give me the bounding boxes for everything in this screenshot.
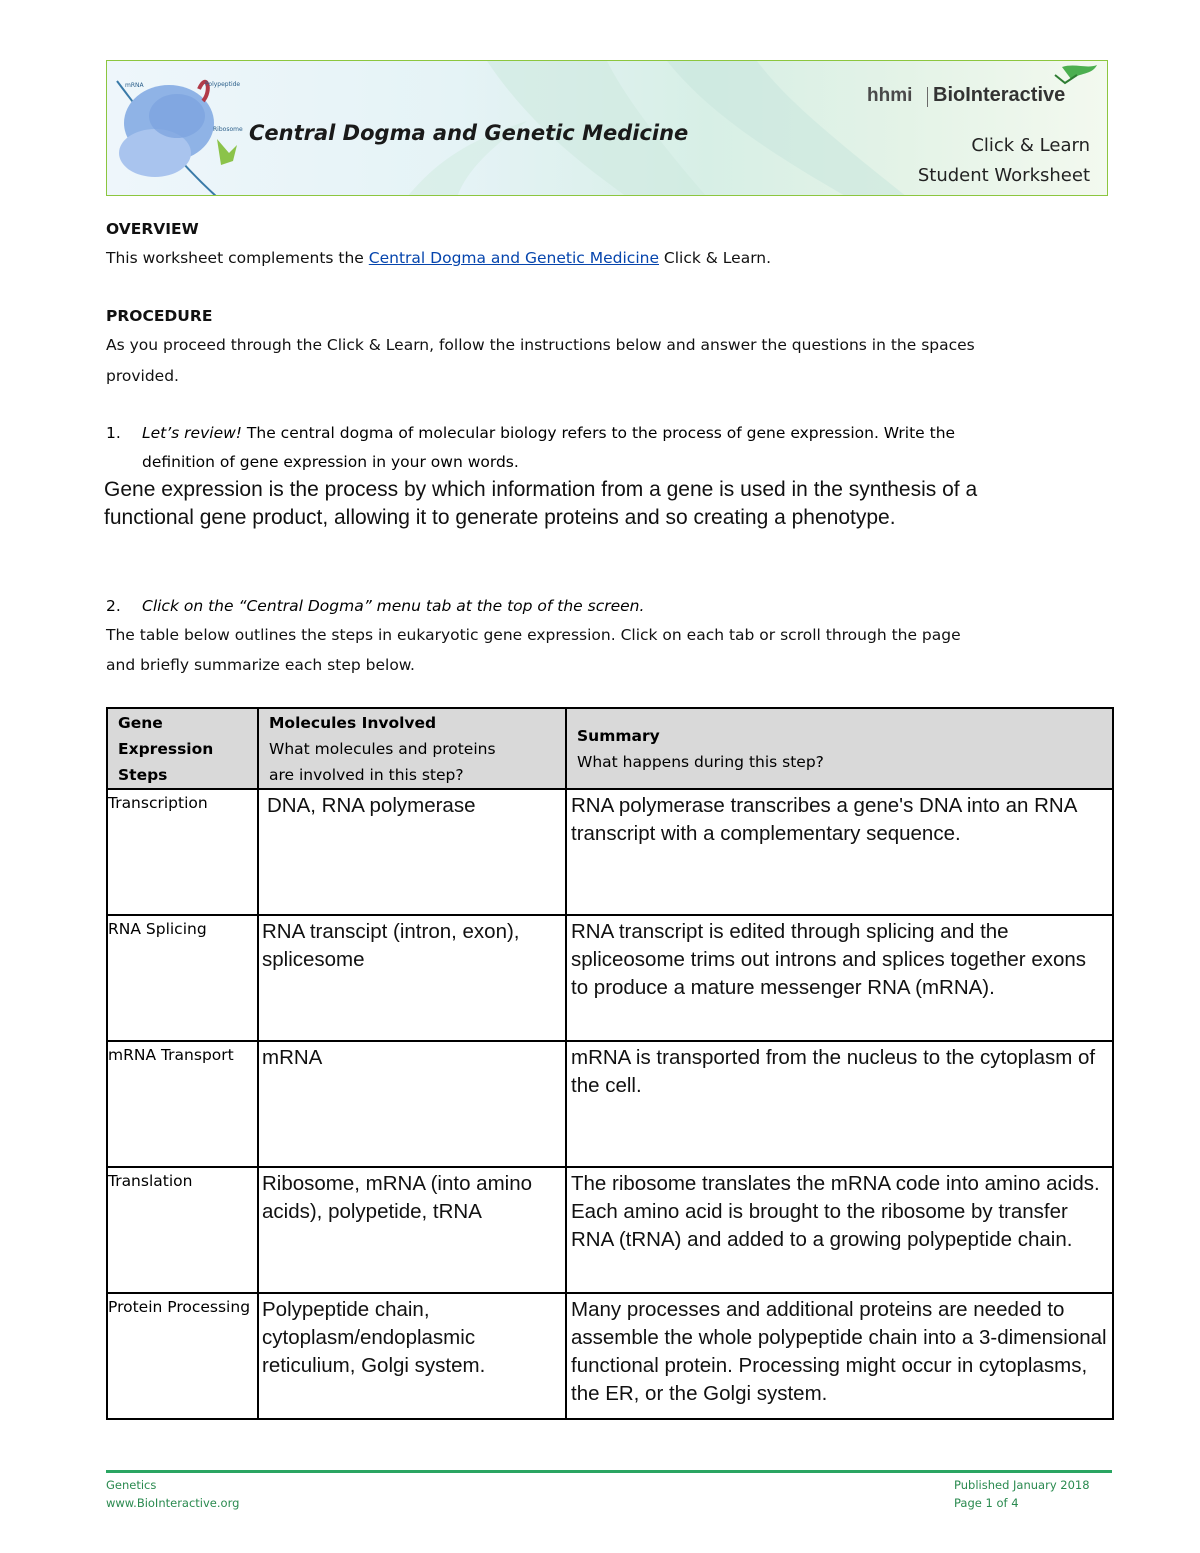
header-summary-sub: What happens during this step?	[577, 753, 824, 771]
answer-1-line-1: Gene expression is the process by which information from a gene is used in the synthesis of a	[104, 478, 978, 501]
step-name: Translation	[107, 1167, 258, 1293]
step-name: RNA Splicing	[107, 915, 258, 1041]
procedure-line-2: provided.	[106, 367, 179, 385]
question-2-line-1: The table below outlines the steps in eukaryotic gene expression. Click on each tab or scroll through the page	[106, 626, 961, 644]
header-steps-line-1: Gene	[118, 714, 163, 732]
question-2-line-2: and briefly summarize each step below.	[106, 656, 415, 674]
summary-cell	[566, 1167, 1113, 1293]
summary-cell	[566, 789, 1113, 915]
logo-biointeractive: BioInteractive	[933, 84, 1066, 106]
footer-page-number: Page 1 of 4	[954, 1496, 1019, 1510]
overview-text-before: This worksheet complements the	[106, 249, 369, 267]
header-molecules-sub-2: are involved in this step?	[269, 766, 464, 784]
header-molecules-sub-1: What molecules and proteins	[269, 740, 496, 758]
summary-answer: RNA polymerase transcribes a gene's DNA into an RNA transcript with a complementary sequence.	[571, 794, 1077, 845]
table-row	[107, 915, 1113, 1041]
art-label-polypeptide: Polypeptide	[205, 81, 241, 88]
overview-heading: OVERVIEW	[106, 220, 199, 238]
molecules-cell	[258, 915, 566, 1041]
step-name: Protein Processing	[107, 1293, 258, 1419]
header-summary	[566, 708, 1113, 789]
question-1-text: The central dogma of molecular biology refers to the process of gene expression. Write the	[242, 424, 956, 442]
footer-subject: Genetics	[106, 1478, 157, 1492]
procedure-heading: PROCEDURE	[106, 307, 213, 325]
logo-hhmi: hhmi	[867, 85, 913, 106]
footer-right	[954, 1476, 1090, 1512]
table-row	[107, 1041, 1113, 1167]
header-molecules-title: Molecules Involved	[269, 714, 437, 732]
molecules-answer: Polypeptide chain, cytoplasm/endoplasmic reticulium, Golgi system.	[262, 1298, 486, 1377]
table-row	[107, 1293, 1113, 1419]
question-2-instruction: Click on the “Central Dogma” menu tab at the top of the screen.	[142, 597, 645, 615]
molecules-answer: Ribosome, mRNA (into amino acids), polypetide, tRNA	[262, 1172, 533, 1223]
procedure-line-1: As you proceed through the Click & Learn, follow the instructions below and answer the questions in the spaces	[106, 336, 975, 354]
question-2-number: 2.	[106, 597, 121, 615]
header-banner	[106, 60, 1108, 196]
header-summary-title: Summary	[577, 727, 660, 745]
question-1-line-1	[142, 419, 1082, 448]
summary-cell	[566, 1041, 1113, 1167]
art-label-ribosome: Ribosome	[213, 126, 243, 133]
molecules-cell	[258, 1293, 566, 1419]
question-1-line-2: definition of gene expression in your own words.	[142, 453, 519, 471]
summary-answer: RNA transcript is edited through splicing and the spliceosome trims out introns and splices together exons to produce a mature messenger RNA (mRNA).	[571, 920, 1087, 999]
summary-answer: Many processes and additional proteins are needed to assemble the whole polypeptide chain into a 3-dimensional functional protein. Processing might occur in cytoplasms, the ER, or the Golgi system.	[571, 1298, 1107, 1405]
overview-text-after: Click & Learn.	[659, 249, 772, 267]
header-molecules	[258, 708, 566, 789]
banner-title: Central Dogma and Genetic Medicine	[249, 121, 689, 145]
click-learn-link[interactable]: Central Dogma and Genetic Medicine	[368, 249, 659, 267]
header-steps	[107, 708, 258, 789]
footer-left	[106, 1476, 239, 1512]
question-1-number: 1.	[106, 424, 121, 442]
question-1-lead: Let’s review!	[142, 424, 242, 442]
banner-subtitle-worksheet: Student Worksheet	[917, 165, 1090, 186]
overview-text	[106, 244, 771, 273]
molecules-cell	[258, 1041, 566, 1167]
footer-divider	[106, 1470, 1112, 1473]
molecules-cell	[258, 789, 566, 915]
summary-cell	[566, 915, 1113, 1041]
molecules-answer: mRNA	[262, 1046, 323, 1069]
footer-website: www.BioInteractive.org	[106, 1496, 240, 1510]
gene-expression-table	[106, 707, 1114, 1420]
answer-1-line-2: functional gene product, allowing it to generate proteins and so creating a phenotype.	[104, 506, 896, 529]
footer-published: Published January 2018	[954, 1478, 1090, 1492]
banner-subtitle-click-learn: Click & Learn	[971, 135, 1090, 156]
table-header-row	[107, 708, 1113, 789]
logo-divider	[927, 87, 928, 107]
molecules-cell	[258, 1167, 566, 1293]
molecules-answer: DNA, RNA polymerase	[267, 794, 476, 817]
header-steps-line-2: Expression	[118, 740, 214, 758]
molecules-answer: RNA transcipt (intron, exon), splicesome	[262, 920, 520, 971]
table-row	[107, 789, 1113, 915]
step-name: Transcription	[107, 789, 258, 915]
header-steps-line-3: Steps	[118, 766, 168, 784]
hhmi-biointeractive-logo	[867, 83, 1097, 111]
step-name: mRNA Transport	[107, 1041, 258, 1167]
summary-answer: The ribosome translates the mRNA code into amino acids. Each amino acid is brought to the ribosome by transfer RNA (tRNA) and added to a growing polypeptide chain.	[571, 1172, 1100, 1251]
summary-answer: mRNA is transported from the nucleus to the cytoplasm of the cell.	[571, 1046, 1096, 1097]
table-row	[107, 1167, 1113, 1293]
summary-cell	[566, 1293, 1113, 1419]
art-label-mrna: mRNA	[125, 82, 144, 89]
